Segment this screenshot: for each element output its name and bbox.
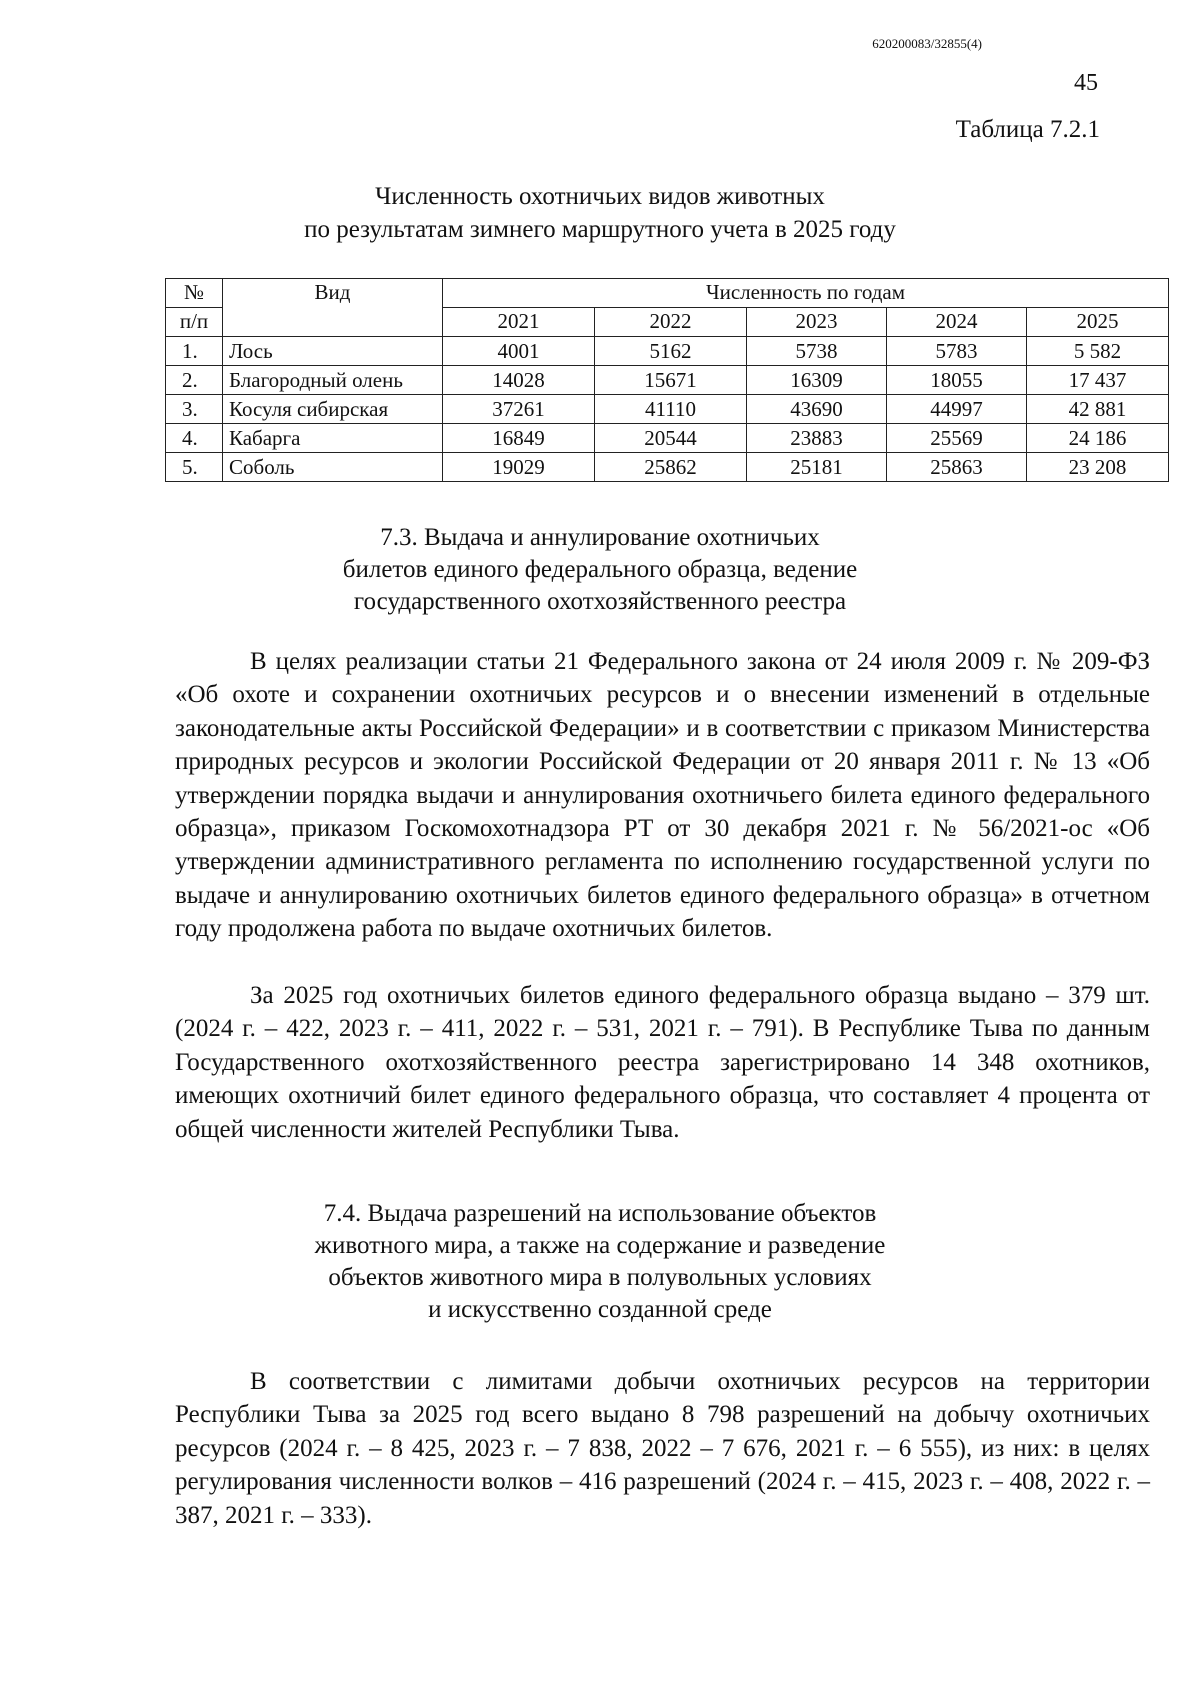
cell-value: 5 582 — [1027, 337, 1169, 366]
cell-value: 20544 — [595, 424, 747, 453]
cell-value: 41110 — [595, 395, 747, 424]
population-table — [165, 278, 1169, 482]
cell-value: 42 881 — [1027, 395, 1169, 424]
row-number: 5. — [166, 453, 223, 482]
row-species: Благородный олень — [223, 366, 443, 395]
section-heading-line: 7.4. Выдача разрешений на использование объектов — [323, 1200, 877, 1227]
col-header-group: Численность по годам — [443, 279, 1169, 308]
table-title-line: по результатам зимнего маршрутного учета в 2025 году — [304, 216, 896, 243]
section-heading-line: 7.3. Выдача и аннулирование охотничьих — [380, 524, 820, 551]
cell-value: 16309 — [747, 366, 887, 395]
row-species: Кабарга — [223, 424, 443, 453]
document-id: 620200083/32855(4) — [872, 36, 982, 51]
section-7-3-paragraph: За 2025 год охотничьих билетов единого федерального образца выдано – 379 шт. (2024 г. – 422, 2023 г. – 411, 2022 г. – 531, 2021 г. – 791). В Республике Тыва по данным Государственного охотхозяйственного реестра зарегистрировано 14 348 охотников, имеющих охотничий билет единого федерального образца, что составляет 4 процента от общей численности жителей Республики Тыва. — [175, 982, 1150, 1143]
section-7-3-paragraph: В целях реализации статьи 21 Федерального закона от 24 июля 2009 г. № 209-ФЗ «Об охоте и сохранении охотничьих ресурсов и о внесении изменений в отдельные законодательные акты Российской Федерации» и в соответствии с приказом Министерства природных ресурсов и экологии Российской Федерации от 20 января 2011 г. № 13 «Об утверждении порядка выдачи и аннулирования охотничьего билета единого федерального образца», приказом Госкомохотнадзора РТ от 30 декабря 2021 г. № 56/2021-ос «Об утверждении административного регламента по исполнению государственной услуги по выдаче и аннулированию охотничьих билетов единого федерального образца» в отчетном году продолжена работа по выдаче охотничьих билетов. — [175, 648, 1150, 943]
table-row — [166, 337, 1169, 366]
col-header-number: № — [166, 279, 223, 308]
row-number: 4. — [166, 424, 223, 453]
section-7-4-heading — [0, 1198, 1200, 1326]
cell-value: 25862 — [595, 453, 747, 482]
cell-value: 25863 — [887, 453, 1027, 482]
section-heading-line: и искусственно созданной среде — [428, 1296, 772, 1323]
cell-value: 15671 — [595, 366, 747, 395]
cell-value: 4001 — [443, 337, 595, 366]
cell-value: 43690 — [747, 395, 887, 424]
row-species: Косуля сибирская — [223, 395, 443, 424]
cell-value: 5162 — [595, 337, 747, 366]
table-label: Таблица 7.2.1 — [955, 116, 1100, 143]
col-header-number-sub: п/п — [166, 308, 223, 337]
table-title — [0, 180, 1200, 246]
table-title-line: Численность охотничьих видов животных — [375, 183, 825, 210]
page-number: 45 — [1074, 70, 1098, 96]
section-heading-line: билетов единого федерального образца, ведение — [342, 556, 858, 583]
col-header-year: 2021 — [443, 308, 595, 337]
cell-value: 25181 — [747, 453, 887, 482]
row-number: 1. — [166, 337, 223, 366]
row-species: Соболь — [223, 453, 443, 482]
col-header-year: 2023 — [747, 308, 887, 337]
cell-value: 5738 — [747, 337, 887, 366]
cell-value: 23883 — [747, 424, 887, 453]
row-number: 3. — [166, 395, 223, 424]
cell-value: 17 437 — [1027, 366, 1169, 395]
section-heading-line: объектов животного мира в полувольных условиях — [328, 1264, 872, 1291]
section-7-4-paragraph: В соответствии с лимитами добычи охотничьих ресурсов на территории Республики Тыва за 2025 год всего выдано 8 798 разрешений на добычу охотничьих ресурсов (2024 г. – 8 425, 2023 г. – 7 838, 2022 – 7 676, 2021 г. – 6 555), из них: в целях регулирования численности волков – 416 разрешений (2024 г. – 415, 2023 г. – 408, 2022 г. – 387, 2021 г. – 333). — [175, 1368, 1150, 1529]
col-header-year: 2024 — [887, 308, 1027, 337]
cell-value: 44997 — [887, 395, 1027, 424]
cell-value: 25569 — [887, 424, 1027, 453]
table-row — [166, 424, 1169, 453]
cell-value: 18055 — [887, 366, 1027, 395]
col-header-species: Вид — [223, 279, 443, 337]
section-7-3-heading — [0, 522, 1200, 618]
cell-value: 24 186 — [1027, 424, 1169, 453]
col-header-year: 2025 — [1027, 308, 1169, 337]
table-row — [166, 395, 1169, 424]
table-row — [166, 453, 1169, 482]
cell-value: 37261 — [443, 395, 595, 424]
cell-value: 16849 — [443, 424, 595, 453]
cell-value: 5783 — [887, 337, 1027, 366]
section-heading-line: государственного охотхозяйственного реестра — [353, 588, 847, 615]
row-species: Лось — [223, 337, 443, 366]
table-row — [166, 366, 1169, 395]
cell-value: 19029 — [443, 453, 595, 482]
cell-value: 23 208 — [1027, 453, 1169, 482]
table-header-row — [166, 279, 1169, 308]
col-header-year: 2022 — [595, 308, 747, 337]
row-number: 2. — [166, 366, 223, 395]
cell-value: 14028 — [443, 366, 595, 395]
section-heading-line: животного мира, а также на содержание и разведение — [314, 1232, 886, 1259]
